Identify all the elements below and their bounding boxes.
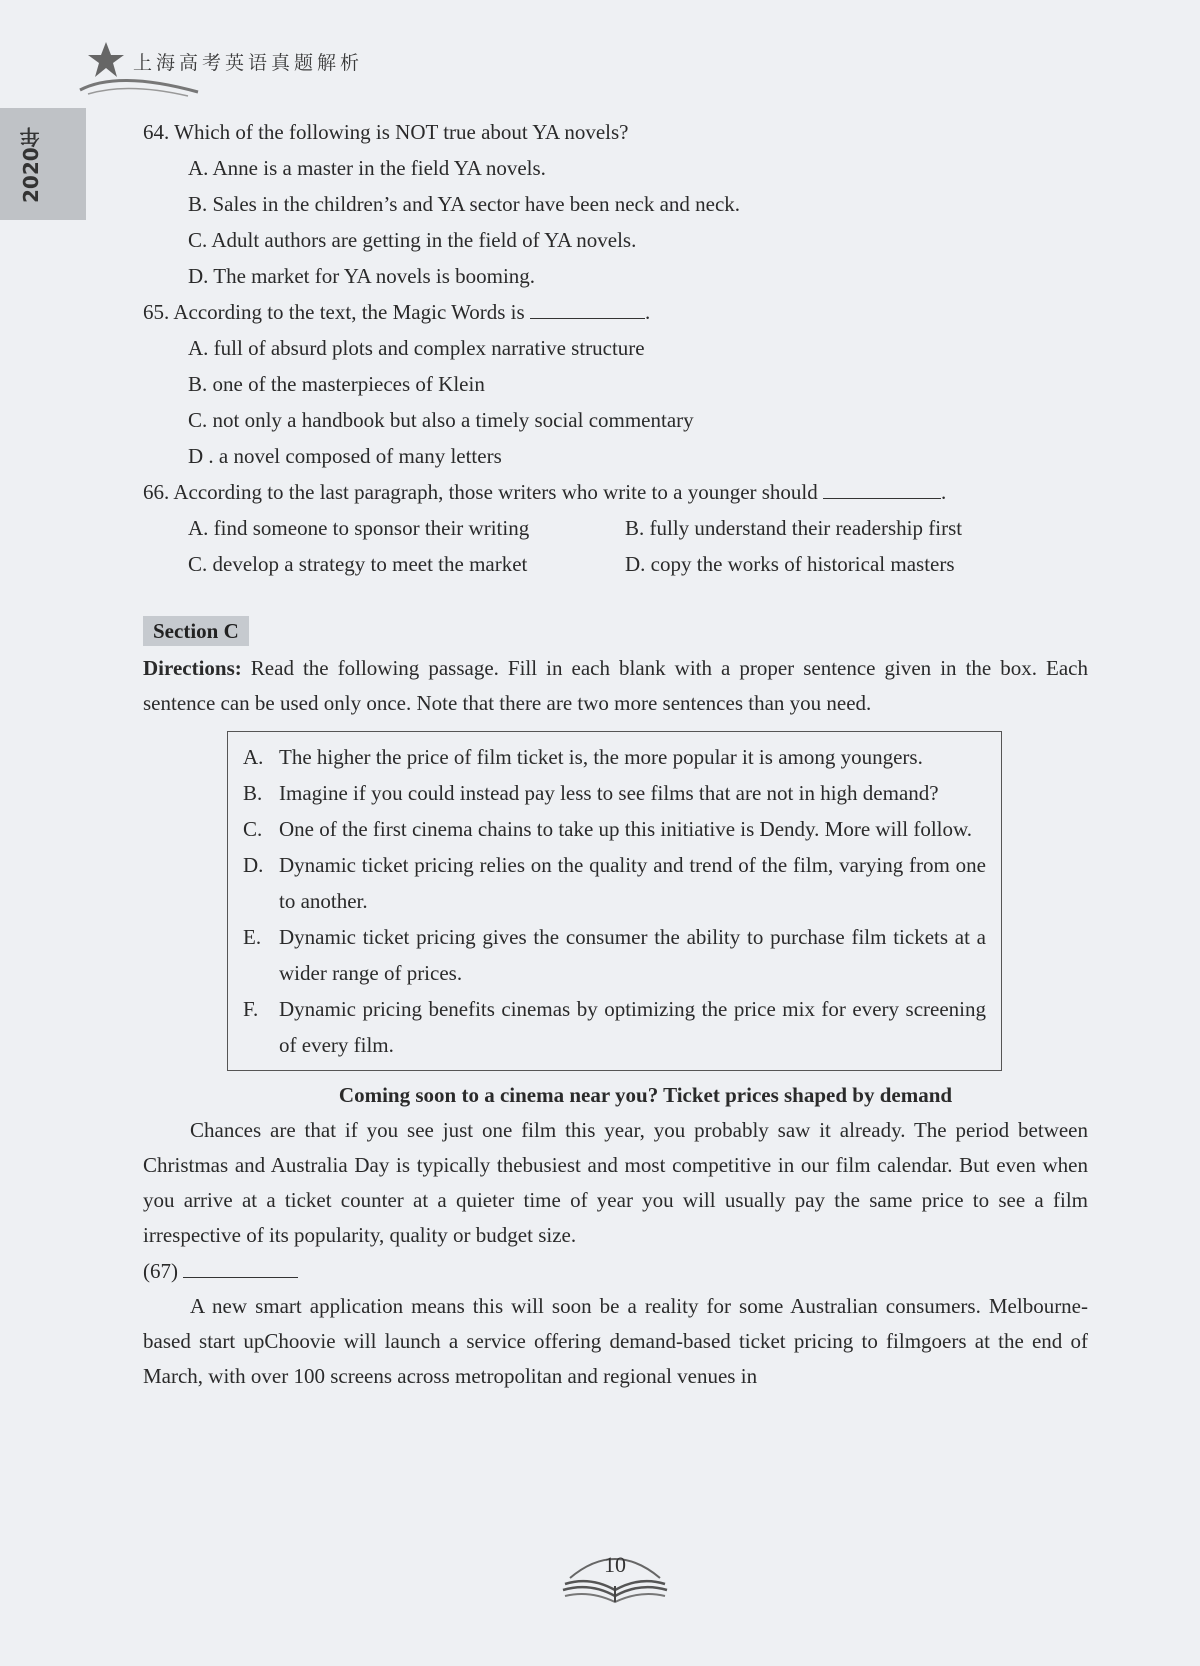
box-option-a bbox=[243, 739, 986, 775]
question-64: 64. Which of the following is NOT true about YA novels? bbox=[143, 120, 629, 144]
article-paragraph-2: A new smart application means this will soon be a reality for some Australian consumers. Melbourne-based start upChoovie will launch a service offering demand-based ticket pricing to filmgoers at the end of March, with over 100 screens across metropolitan and regional venues in bbox=[143, 1294, 1088, 1388]
article-paragraph-1: Chances are that if you see just one film this year, you probably saw it already. The period between Christmas and Australia Day is typically thebusiest and most competitive in our film calendar. But even when you arrive at a ticket counter at a quieter time of year you will usually pay the same price to see a film irrespective of its popularity, quality or budget size. bbox=[143, 1118, 1088, 1247]
box-option-letter: C. bbox=[243, 817, 263, 841]
question-66-option-c: C. develop a strategy to meet the market bbox=[188, 552, 528, 576]
box-option-letter: D. bbox=[243, 853, 264, 877]
question-66-stem-end: . bbox=[941, 480, 947, 504]
box-option-b bbox=[243, 775, 986, 811]
box-option-letter: E. bbox=[243, 925, 262, 949]
page-header bbox=[78, 40, 498, 90]
answer-blank bbox=[530, 296, 645, 319]
box-option-letter: F. bbox=[243, 997, 259, 1021]
box-option-text: Dynamic pricing benefits cinemas by optimizing the price mix for every screening of every film. bbox=[279, 997, 986, 1057]
question-64-option-a: A. Anne is a master in the field YA novels. bbox=[188, 156, 546, 180]
year-label: 2020年 bbox=[19, 127, 43, 203]
year-side-tab bbox=[0, 108, 86, 220]
box-option-letter: B. bbox=[243, 781, 263, 805]
question-65-stem-end: . bbox=[644, 300, 651, 324]
question-66-options-row-2 bbox=[188, 546, 1088, 582]
answer-blank bbox=[823, 476, 941, 499]
box-option-text: Imagine if you could instead pay less to see films that are not in high demand? bbox=[279, 781, 939, 805]
box-option-c bbox=[243, 811, 986, 847]
star-icon bbox=[86, 40, 126, 80]
blank-67 bbox=[143, 1253, 1088, 1289]
box-option-e bbox=[243, 919, 986, 991]
question-66-option-d: D. copy the works of historical masters bbox=[625, 552, 955, 576]
box-option-text: Dynamic ticket pricing gives the consumer the ability to purchase film tickets at a wider range of prices. bbox=[279, 925, 986, 985]
directions-label: Directions: bbox=[143, 656, 242, 680]
section-c-label: Section C bbox=[143, 616, 249, 646]
box-option-d bbox=[243, 847, 986, 919]
directions-text: Read the following passage. Fill in each blank with a proper sentence given in the box. Each sentence can be used only once. Note that there are two more sentences than you need. bbox=[143, 656, 1088, 715]
box-option-text: The higher the price of film ticket is, the more popular it is among youngers. bbox=[279, 745, 923, 769]
question-65-option-c: C. not only a handbook but also a timely social commentary bbox=[188, 408, 694, 432]
question-66-stem: 66. According to the last paragraph, those writers who write to a younger should bbox=[143, 480, 818, 504]
box-option-letter: A. bbox=[243, 745, 264, 769]
question-66-option-b: B. fully understand their readership first bbox=[625, 516, 963, 540]
question-64-option-b: B. Sales in the children’s and YA sector have been neck and neck. bbox=[188, 192, 741, 216]
page-number-footer bbox=[555, 1546, 675, 1606]
question-65-stem: 65. According to the text, the Magic Words is bbox=[143, 300, 525, 324]
directions bbox=[143, 651, 1088, 721]
box-option-text: One of the first cinema chains to take up this initiative is Dendy. More will follow. bbox=[279, 817, 973, 841]
answer-blank bbox=[183, 1255, 298, 1278]
question-65-option-b: B. one of the masterpieces of Klein bbox=[188, 372, 485, 396]
question-64-option-d: D. The market for YA novels is booming. bbox=[188, 264, 536, 288]
sentence-options-box bbox=[227, 731, 1002, 1071]
header-title: 上海高考英语真题解析 bbox=[133, 52, 364, 74]
question-64-option-c: C. Adult authors are getting in the field of YA novels. bbox=[188, 228, 637, 252]
question-66-options-row-1 bbox=[188, 510, 1088, 546]
question-65 bbox=[143, 294, 1088, 330]
question-66-option-a: A. find someone to sponsor their writing bbox=[188, 516, 530, 540]
question-65-option-a: A. full of absurd plots and complex narrative structure bbox=[188, 336, 645, 360]
box-option-f bbox=[243, 991, 986, 1063]
article-title: Coming soon to a cinema near you? Ticket prices shaped by demand bbox=[338, 1083, 953, 1107]
question-65-option-d: D . a novel composed of many letters bbox=[188, 444, 502, 468]
question-66 bbox=[143, 474, 1088, 510]
blank-67-number: (67) bbox=[143, 1259, 178, 1283]
box-option-text: Dynamic ticket pricing relies on the quality and trend of the film, varying from one to another. bbox=[279, 853, 986, 913]
page-content bbox=[143, 114, 1088, 1394]
page-number: 10 bbox=[604, 1552, 626, 1577]
